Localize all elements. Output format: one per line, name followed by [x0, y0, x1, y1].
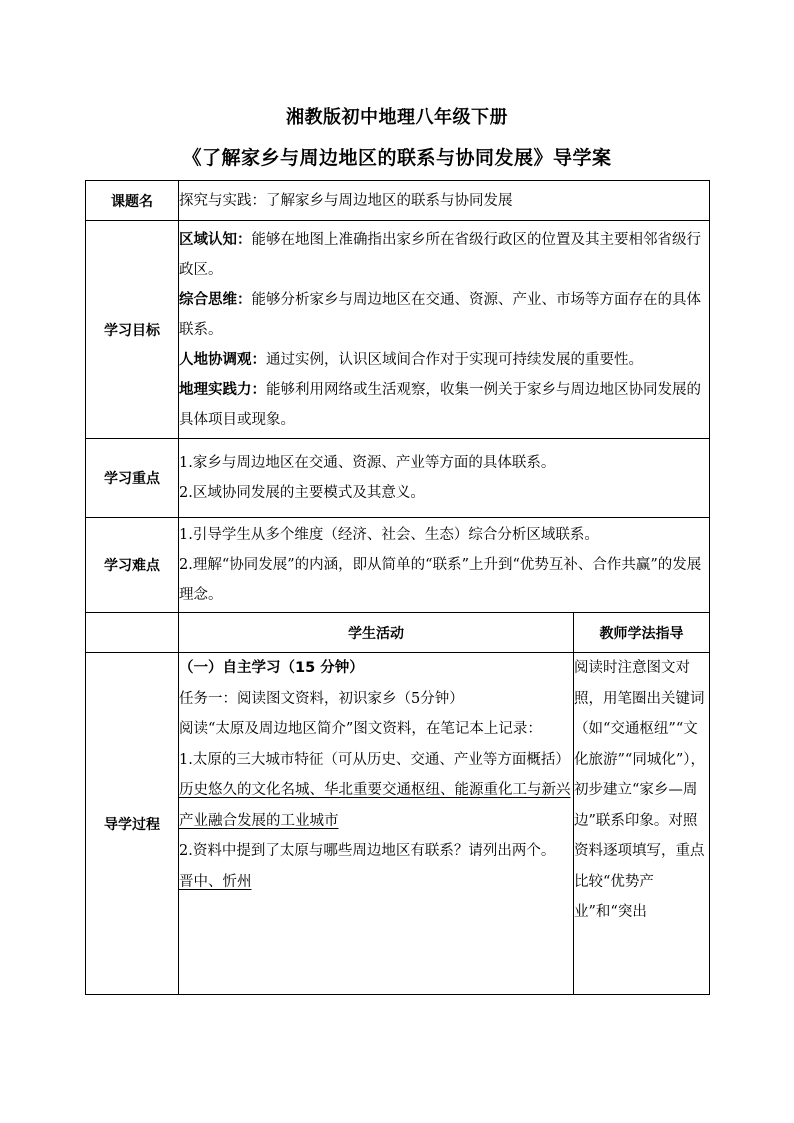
- question-1: 1.太原的三大城市特征（可从历史、交通、产业等方面概括）: [179, 751, 570, 768]
- process-header-row: [86, 613, 710, 653]
- key-points-label: 学习重点: [86, 439, 179, 518]
- topic-row: [86, 181, 710, 221]
- answer-2: 晋中、忻州: [179, 873, 252, 890]
- difficulty-item: 2.理解“协同发展”的内涵，即从简单的“联系”上升到“优势互补、合作共赢”的发展理念。: [179, 557, 702, 603]
- objective-item: 区域认知：能够在地图上准确指出家乡所在省级行政区的位置及其主要相邻省级行政区。: [179, 231, 701, 278]
- difficulties-row: [86, 518, 710, 613]
- section-heading: （一）自主学习（15 分钟）: [179, 660, 364, 676]
- difficulties-content: [179, 518, 710, 613]
- answer-1: 历史悠久的文化名城、华北重要交通枢纽、能源重化工与新兴产业融合发展的工业城市: [179, 782, 571, 829]
- question-2: 2.资料中提到了太原与哪些周边地区有联系？请列出两个。: [179, 843, 556, 859]
- objective-item: 地理实践力：能够利用网络或生活观察，收集一例关于家乡与周边地区协同发展的具体项目或现象。: [179, 381, 701, 428]
- key-point-item: 1.家乡与周边地区在交通、资源、产业等方面的具体联系。: [179, 455, 556, 471]
- teacher-guidance-header: 教师学法指导: [574, 613, 710, 653]
- objectives-row: [86, 221, 710, 439]
- objectives-label: 学习目标: [86, 221, 179, 439]
- difficulty-item: 1.引导学生从多个维度（经济、社会、生态）综合分析区域联系。: [179, 527, 599, 543]
- study-guide-table: [85, 180, 710, 995]
- document-subtitle: 《了解家乡与周边地区的联系与协同发展》导学案: [182, 147, 612, 169]
- key-points-row: [86, 439, 710, 518]
- task-title: 任务一：阅读图文资料，初识家乡（5分钟）: [179, 690, 464, 707]
- teacher-guidance-text: 阅读时注意图文对照，用笔圈出关键词（如“交通枢纽”“文化旅游”“同城化”），初步建立“家乡—周边”联系印象。对照资料逐项填写，重点比较“优势产业”和“突出: [574, 660, 705, 920]
- objective-item: 综合思维：能够分析家乡与周边地区在交通、资源、产业、市场等方面存在的具体联系。: [179, 291, 701, 338]
- process-label: 导学过程: [86, 653, 179, 995]
- topic-label: 课题名: [86, 181, 179, 221]
- topic-value: 探究与实践：了解家乡与周边地区的联系与协同发展: [179, 181, 710, 221]
- process-row: [86, 653, 710, 995]
- reading-instruction: 阅读“太原及周边地区简介”图文资料，在笔记本上记录：: [179, 721, 542, 737]
- key-points-content: [179, 439, 710, 518]
- objectives-content: [179, 221, 710, 439]
- difficulties-label: 学习难点: [86, 518, 179, 613]
- empty-header-cell: [86, 613, 179, 653]
- teacher-guidance-cell: [574, 653, 710, 995]
- key-point-item: 2.区域协同发展的主要模式及其意义。: [179, 485, 425, 501]
- document-title: 湘教版初中地理八年级下册: [286, 107, 508, 128]
- student-activity-cell: [179, 653, 574, 995]
- student-activity-header: 学生活动: [179, 613, 574, 653]
- objective-item: 人地协调观：通过实例，认识区域间合作对于实现可持续发展的重要性。: [179, 351, 643, 368]
